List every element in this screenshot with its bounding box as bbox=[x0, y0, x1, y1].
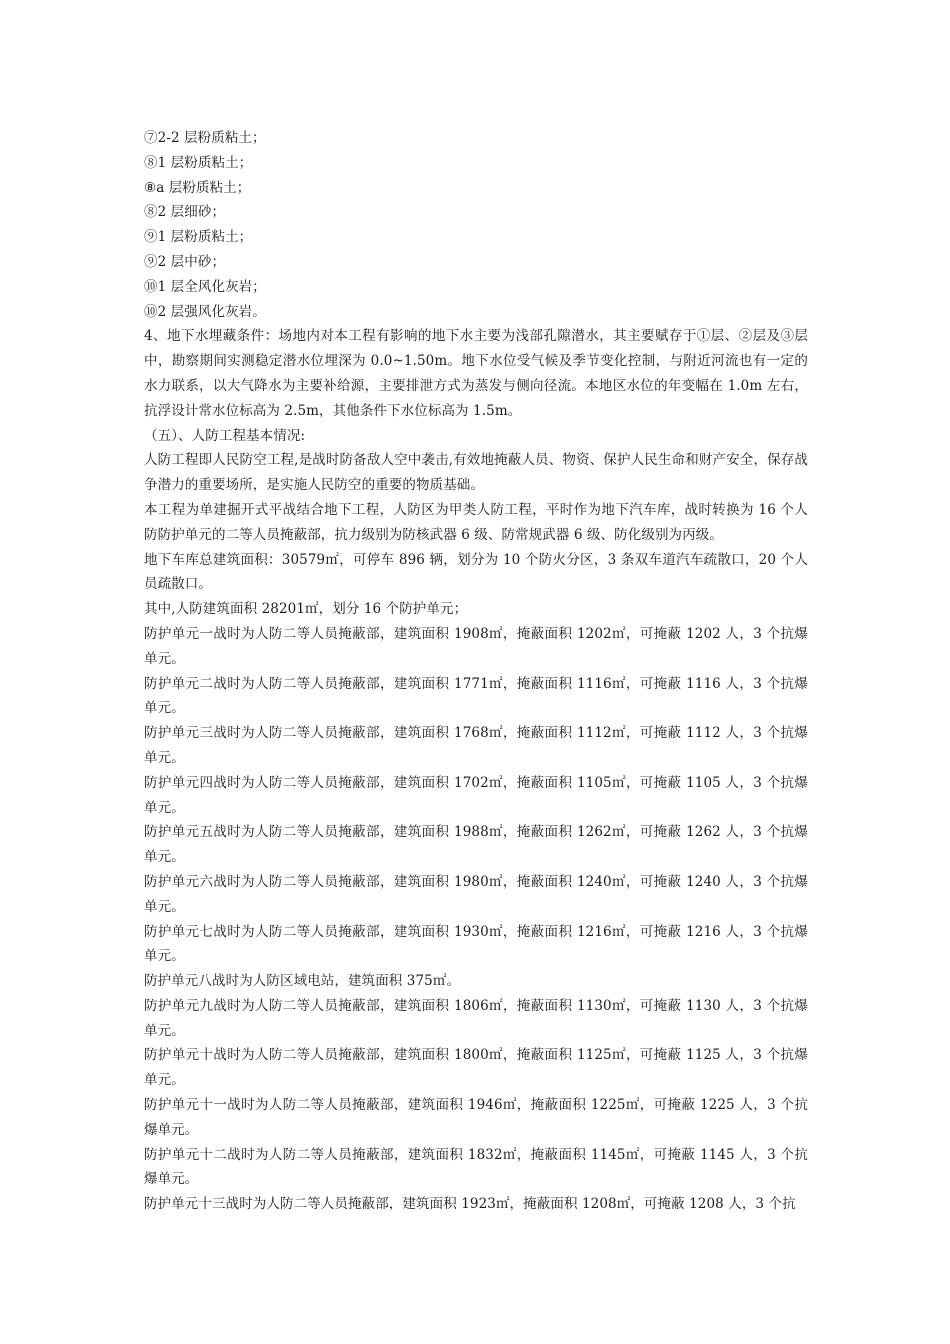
soil-layer-item: ⑧2 层细砂； bbox=[144, 204, 226, 221]
intro-paragraphs bbox=[144, 448, 808, 622]
groundwater-paragraph: 4、地下水埋藏条件：场地内对本工程有影响的地下水主要为浅部孔隙潜水，其主要赋存于①层、②层及③层中，勘察期间实测稳定潜水位埋深为 0.0~1.50m。地下水位受气候及季节变化控制，与附近河流也有一定的水力联系，以大气降水为主要补给源，主要排泄方式为蒸发与侧向径流。本地区水位的年变幅在 1.0m 左右，抗浮设计常水位标高为 2.5m，其他条件下水位标高为 1.5m。 bbox=[144, 328, 808, 419]
protection-unit-item: 防护单元十三战时为人防二等人员掩蔽部，建筑面积 1923㎡，掩蔽面积 1208㎡，可掩蔽 1208 人，3 个抗 bbox=[144, 1196, 796, 1213]
intro-paragraph: 本工程为单建掘开式平战结合地下工程，人防区为甲类人防工程，平时作为地下汽车库，战时转换为 16 个人防防护单元的二等人员掩蔽部，抗力级别为防核武器 6 级、防常规武器 6 级、防化级别为丙级。 bbox=[144, 501, 808, 543]
section-heading: （五）、人防工程基本情况: bbox=[144, 427, 306, 444]
soil-layer-item: ⑩1 层全风化灰岩； bbox=[144, 278, 266, 295]
intro-paragraph: 其中,人防建筑面积 28201㎡，划分 16 个防护单元； bbox=[144, 601, 468, 618]
protection-unit-item: 防护单元一战时为人防二等人员掩蔽部，建筑面积 1908㎡，掩蔽面积 1202㎡，可掩蔽 1202 人，3 个抗爆单元。 bbox=[144, 625, 808, 667]
protection-unit-item: 防护单元五战时为人防二等人员掩蔽部，建筑面积 1988㎡，掩蔽面积 1262㎡，可掩蔽 1262 人，3 个抗爆单元。 bbox=[144, 824, 808, 866]
protection-unit-item: 防护单元七战时为人防二等人员掩蔽部，建筑面积 1930㎡，掩蔽面积 1216㎡，可掩蔽 1216 人，3 个抗爆单元。 bbox=[144, 923, 808, 965]
protection-unit-item: 防护单元十战时为人防二等人员掩蔽部，建筑面积 1800㎡，掩蔽面积 1125㎡，可掩蔽 1125 人，3 个抗爆单元。 bbox=[144, 1047, 808, 1089]
protection-unit-item: 防护单元二战时为人防二等人员掩蔽部，建筑面积 1771㎡，掩蔽面积 1116㎡，可掩蔽 1116 人，3 个抗爆单元。 bbox=[144, 675, 808, 717]
soil-layer-item: ⑧1 层粉质粘土； bbox=[144, 154, 253, 171]
soil-layer-item: ⑩2 层强风化灰岩。 bbox=[144, 303, 266, 320]
soil-layer-list bbox=[144, 126, 808, 324]
document-page bbox=[144, 126, 808, 1217]
soil-layer-item: ⑨1 层粉质粘土； bbox=[144, 229, 253, 246]
soil-layer-item: ⑧a 层粉质粘土； bbox=[144, 179, 251, 196]
protection-unit-item: 防护单元九战时为人防二等人员掩蔽部，建筑面积 1806㎡，掩蔽面积 1130㎡，可掩蔽 1130 人，3 个抗爆单元。 bbox=[144, 997, 808, 1039]
soil-layer-item: ⑨2 层中砂； bbox=[144, 253, 226, 270]
protection-unit-list bbox=[144, 622, 808, 1217]
intro-paragraph: 人防工程即人民防空工程,是战时防备敌人空中袭击,有效地掩蔽人员、物资、保护人民生命和财产安全，保存战争潜力的重要场所，是实施人民防空的重要的物质基础。 bbox=[144, 452, 808, 494]
protection-unit-item: 防护单元六战时为人防二等人员掩蔽部，建筑面积 1980㎡，掩蔽面积 1240㎡，可掩蔽 1240 人，3 个抗爆单元。 bbox=[144, 873, 808, 915]
soil-layer-item: ⑦2-2 层粉质粘土； bbox=[144, 130, 266, 146]
protection-unit-item: 防护单元三战时为人防二等人员掩蔽部，建筑面积 1768㎡，掩蔽面积 1112㎡，可掩蔽 1112 人，3 个抗爆单元。 bbox=[144, 725, 808, 766]
protection-unit-item: 防护单元十二战时为人防二等人员掩蔽部，建筑面积 1832㎡，掩蔽面积 1145㎡，可掩蔽 1145 人，3 个抗爆单元。 bbox=[144, 1146, 808, 1188]
intro-paragraph: 地下车库总建筑面积：30579㎡，可停车 896 辆，划分为 10 个防火分区，3 条双车道汽车疏散口，20 个人员疏散口。 bbox=[144, 551, 808, 593]
protection-unit-item: 防护单元四战时为人防二等人员掩蔽部，建筑面积 1702㎡，掩蔽面积 1105㎡，可掩蔽 1105 人，3 个抗爆单元。 bbox=[144, 774, 808, 816]
protection-unit-item: 防护单元八战时为人防区域电站，建筑面积 375㎡。 bbox=[144, 973, 461, 990]
protection-unit-item: 防护单元十一战时为人防二等人员掩蔽部，建筑面积 1946㎡，掩蔽面积 1225㎡，可掩蔽 1225 人，3 个抗爆单元。 bbox=[144, 1097, 808, 1138]
